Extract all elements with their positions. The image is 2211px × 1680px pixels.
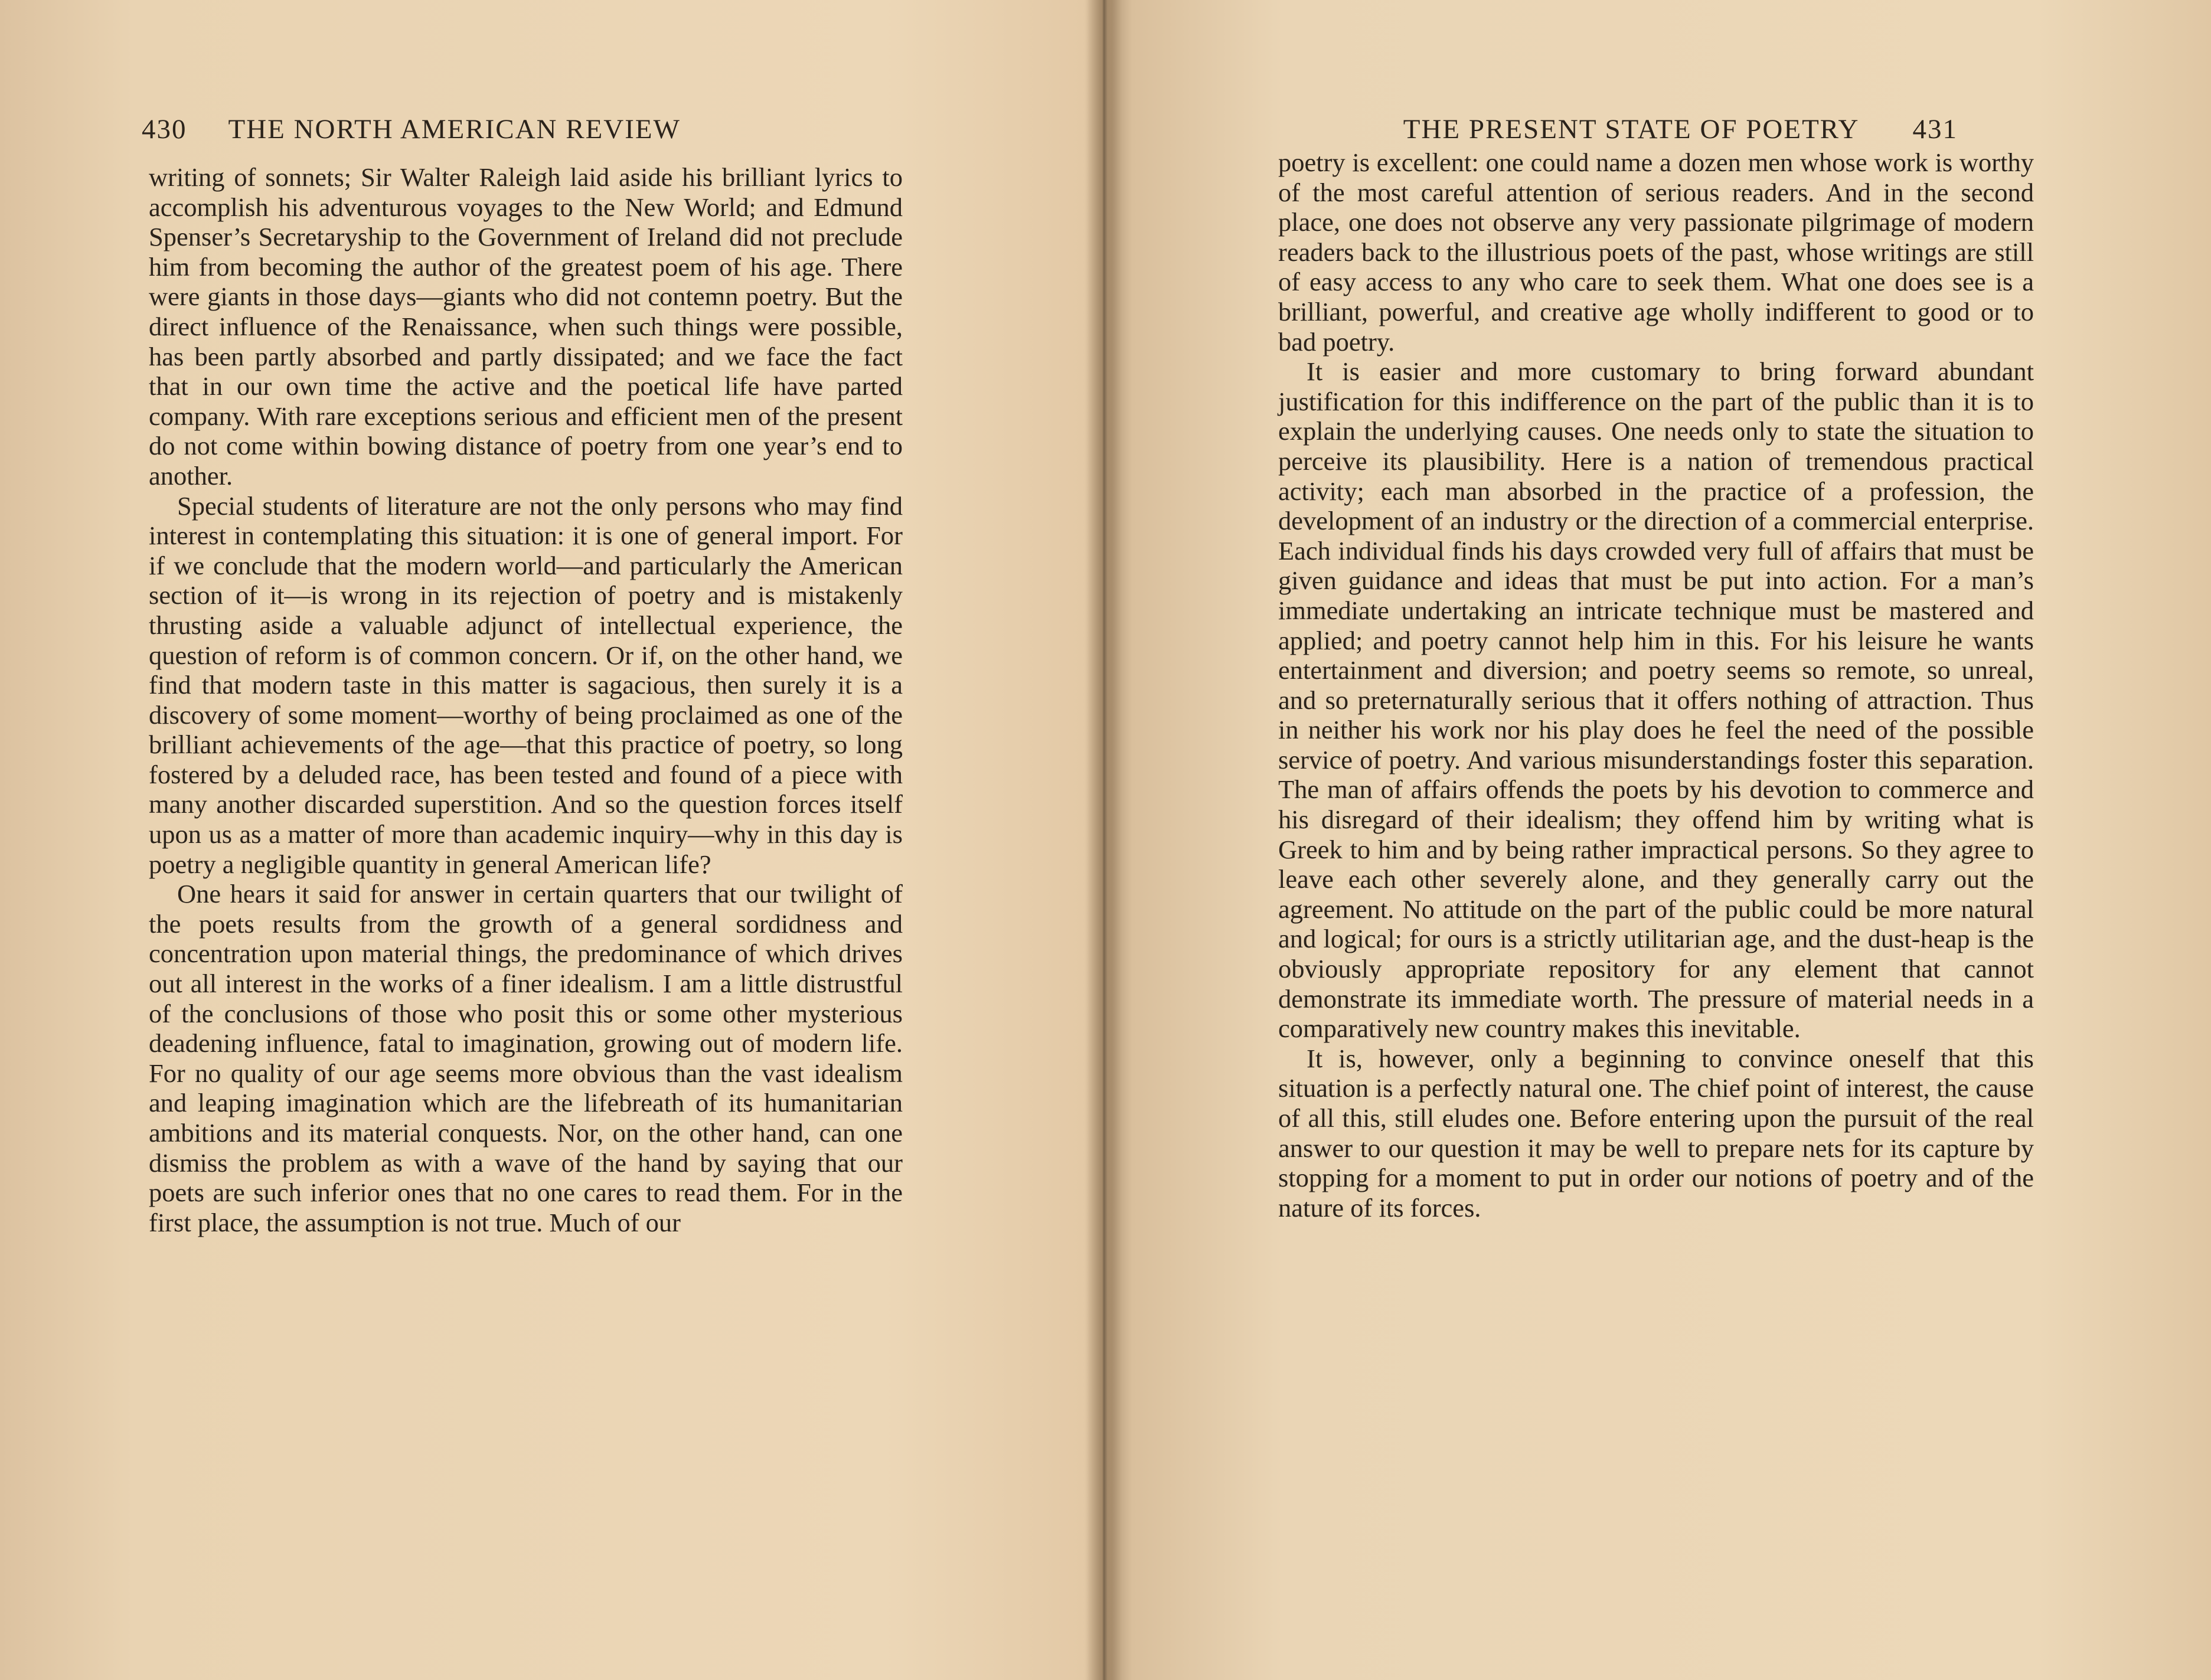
- right-paragraph-2: It is easier and more customary to bring forward abundant justification for this indifference on the part of the public than it is to explain the underlying causes. One needs only to state the situation to perceive its plausibility. Here is a nation of tremendous practical activity; each man absorbed in the practice of a profession, the development of an industry or the direction of a commercial enterprise. Each individual finds his days crowded very full of affairs that must be given guidance and ideas that must be put into action. For a man’s immediate undertaking an intricate technique must be mastered and applied; and poetry cannot help him in this. For his leisure he wants entertainment and diversion; and poetry seems so remote, so unreal, and so preternaturally serious that it offers nothing of attraction. Thus in neither his work nor his play does he feel the need of the possible service of poetry. And various misunderstandings foster this separation. The man of affairs offends the poets by his devotion to commerce and his disregard of their idealism; they offend him by writing what is Greek to him and by being rather impractical persons. So they agree to leave each other severely alone, and they generally carry out the agreement. No attitude on the part of the public could be more natural and logical; for ours is a strictly utilitarian age, and the dust-heap is the obviously appropriate repository for any element that cannot demonstrate its immediate worth. The pressure of material needs in a comparatively new country makes this inevitable.: [1278, 357, 2034, 1044]
- right-paragraph-1: poetry is excellent: one could name a dozen men whose work is worthy of the most careful attention of serious readers. And in the second place, one does not observe any very passionate pilgrimage of modern readers back to the illustrious poets of the past, whose writings are still of easy access to any who care to seek them. What one does see is a brilliant, powerful, and creative age wholly indifferent to good or to bad poetry.: [1278, 148, 2034, 357]
- right-paragraph-3: It is, however, only a beginning to convince oneself that this situation is a perfectly natural one. The chief point of interest, the cause of all this, still eludes one. Before entering upon the pursuit of the real answer to our question it may be well to prepare nets for its capture by stopping for a moment to put in order our notions of poetry and of the nature of its forces.: [1278, 1043, 2034, 1223]
- left-page: [0, 0, 1098, 1680]
- left-running-head: [142, 113, 909, 145]
- right-page-number: 431: [1912, 114, 1958, 145]
- right-running-head: [1367, 113, 1958, 145]
- left-body-text: [149, 162, 903, 1237]
- left-running-title: THE NORTH AMERICAN REVIEW: [228, 114, 681, 145]
- right-running-title: THE PRESENT STATE OF POETRY: [1403, 114, 1860, 145]
- left-paragraph-3: One hears it said for answer in certain quarters that our twilight of the poets results from the growth of a general sordidness and concentration upon material things, the predominance of which drives out all interest in the works of a finer idealism. I am a little distrustful of the conclusions of those who posit this or some other mysterious deadening influence, fatal to imagination, growing out of modern life. For no quality of our age seems more obvious than the vast idealism and leaping imagination which are the lifebreath of its humanitarian ambitions and its material conquests. Nor, on the other hand, can one dismiss the problem as with a wave of the hand by saying that our poets are such inferior ones that no one cares to read them. For in the first place, the assumption is not true. Much of our: [149, 879, 903, 1237]
- left-paragraph-1: writing of sonnets; Sir Walter Raleigh laid aside his brilliant lyrics to accomplish his adventurous voyages to the New World; and Edmund Spenser’s Secretaryship to the Government of Ireland did not preclude him from becoming the author of the greatest poem of his age. There were giants in those days—giants who did not contemn poetry. But the direct influence of the Renaissance, when such things were possible, has been partly absorbed and partly dissipated; and we face the fact that in our own time the active and the poetical life have parted company. With rare exceptions serious and efficient men of the present do not come within bowing distance of poetry from one year’s end to another.: [149, 162, 903, 491]
- left-paragraph-2: Special students of literature are not the only persons who may find interest in contemplating this situation: it is one of general import. For if we conclude that the modern world—and particularly the American section of it—is wrong in its rejection of poetry and is mistakenly thrusting aside a valuable adjunct of intellectual experience, the question of reform is of common concern. Or if, on the other hand, we find that modern taste in this matter is sagacious, then surely it is a discovery of some moment—worthy of being proclaimed as one of the brilliant achievements of the age—that this practice of poetry, so long fostered by a deluded race, has been tested and found of a piece with many another discarded superstition. And so the question forces itself upon us as a matter of more than academic inquiry—why in this day is poetry a negligible quantity in general American life?: [149, 491, 903, 879]
- left-page-number: 430: [142, 114, 187, 145]
- right-body-text: [1278, 148, 2034, 1223]
